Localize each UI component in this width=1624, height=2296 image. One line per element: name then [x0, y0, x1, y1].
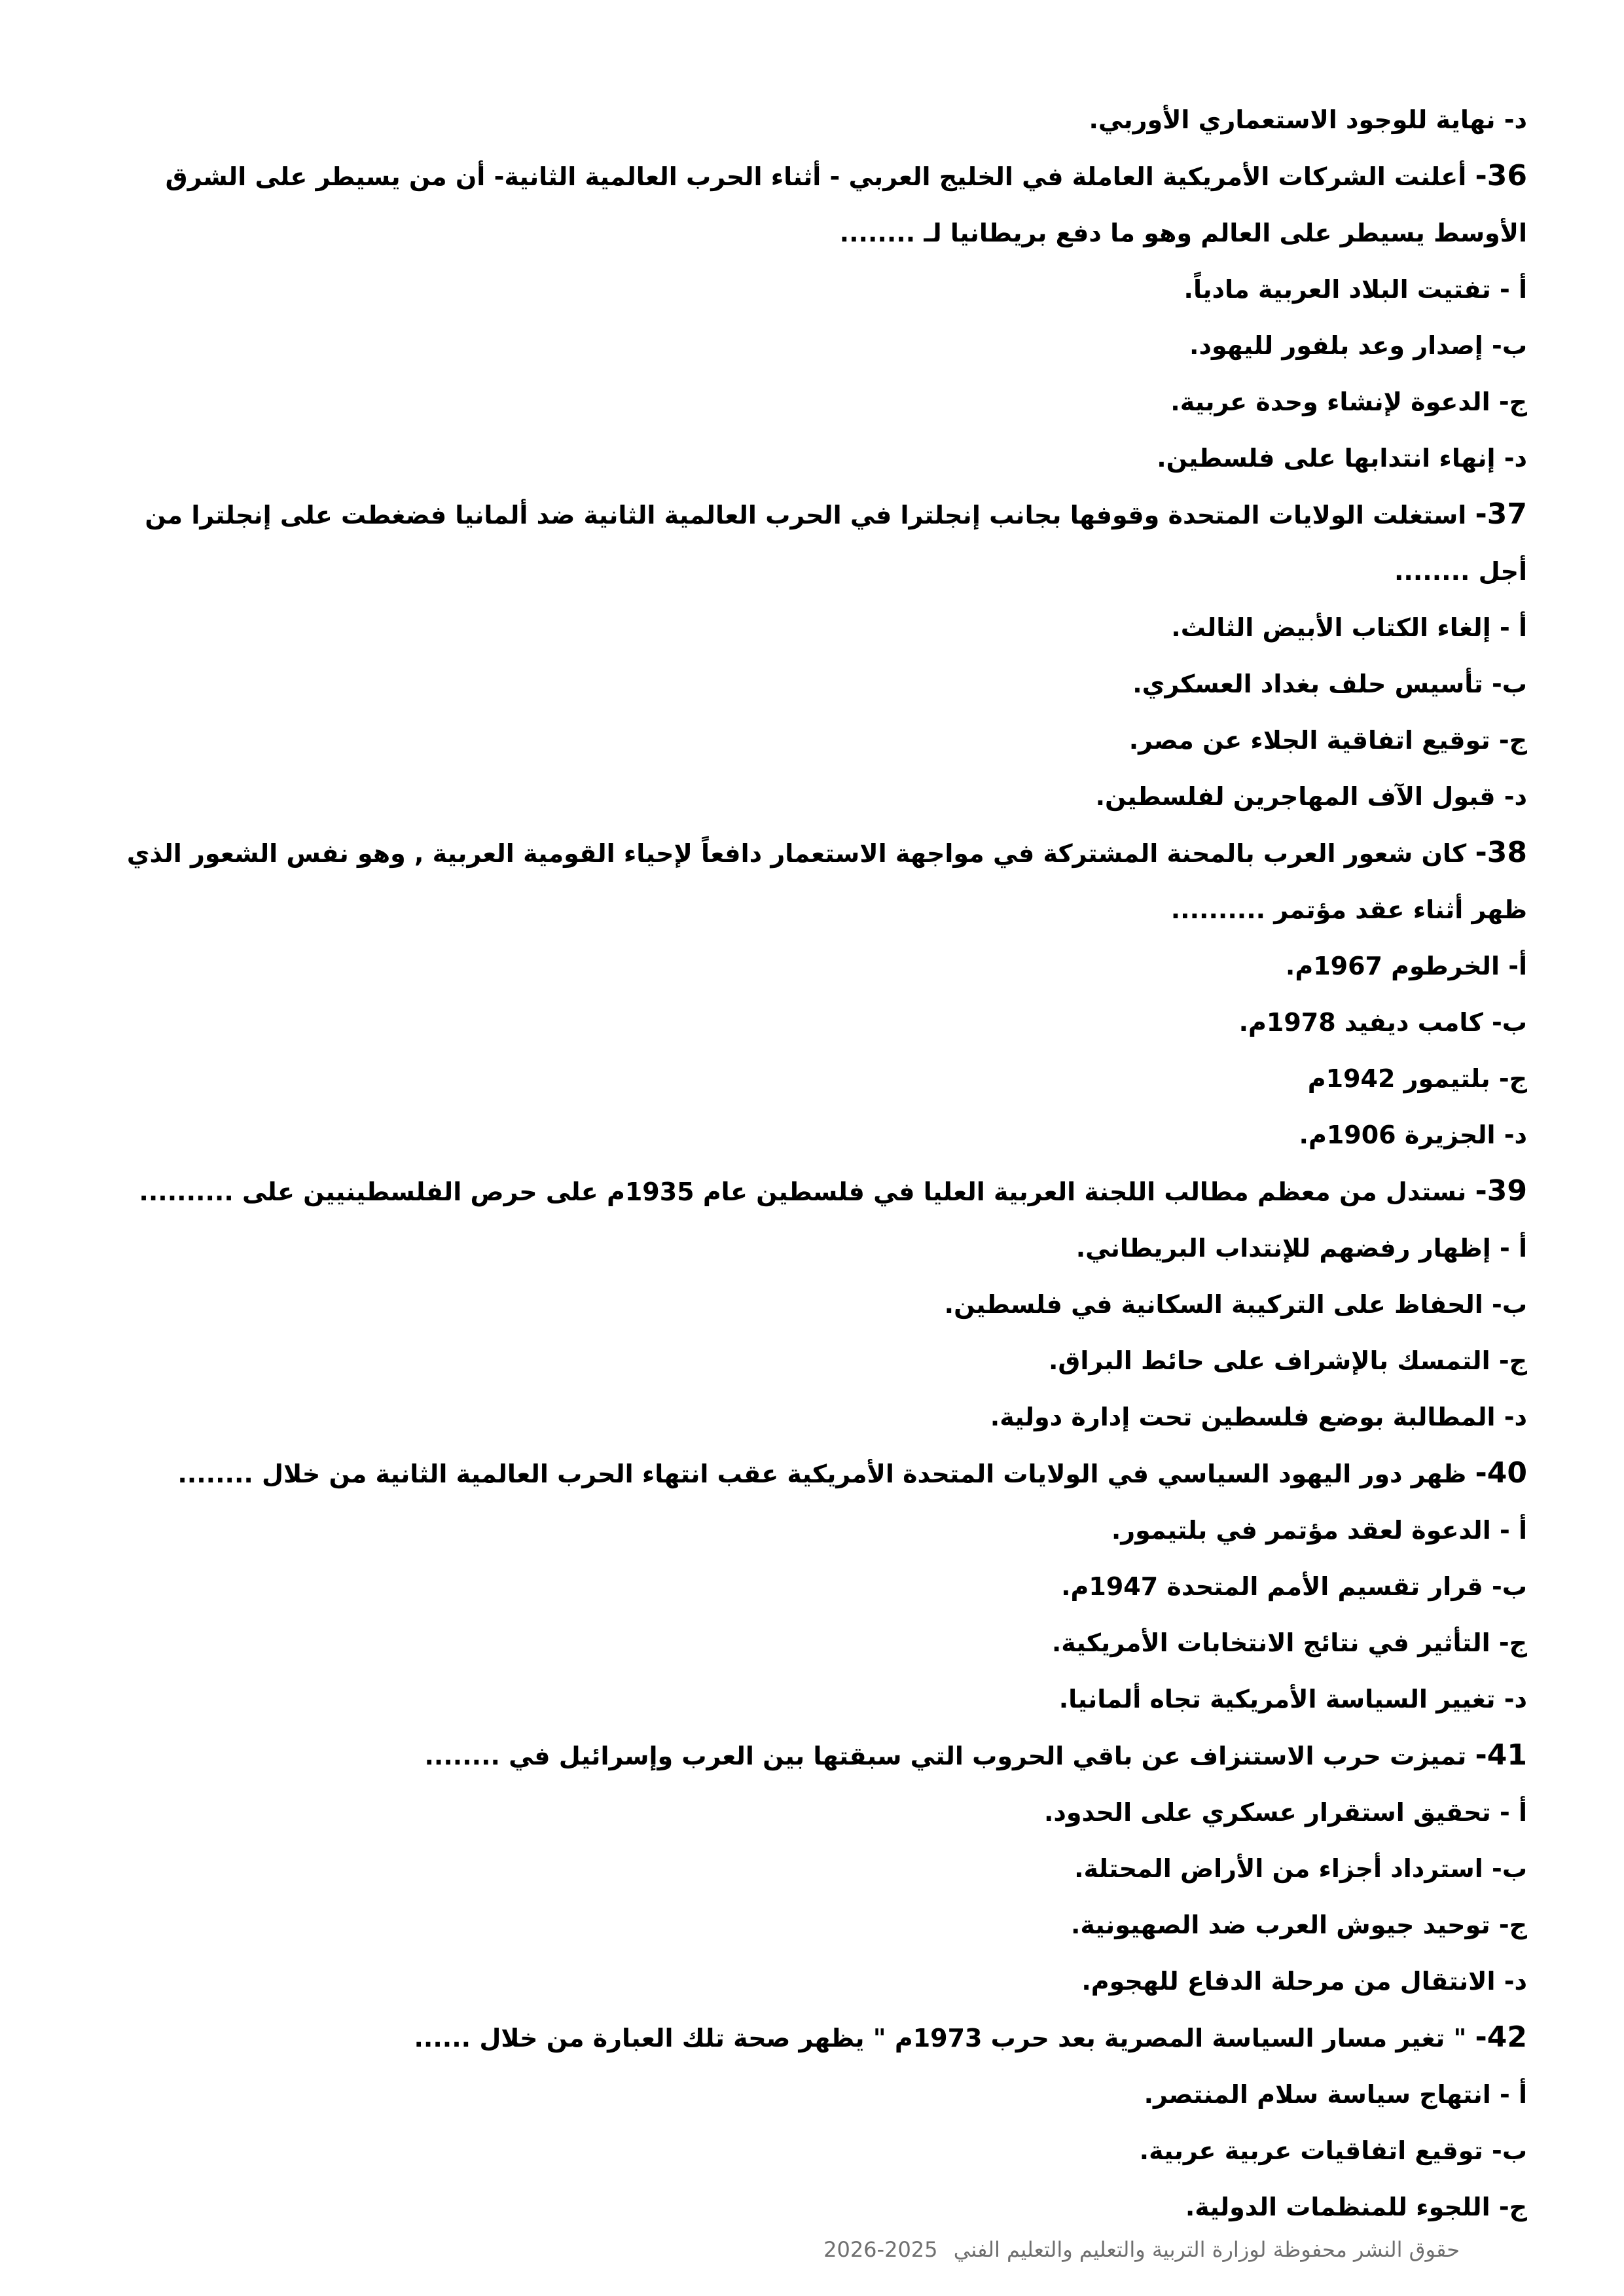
answer-option: د- تغيير السياسة الأمريكية تجاه ألمانيا. [1058, 1685, 1527, 1713]
question-item [97, 486, 1527, 600]
question-item [97, 1445, 1527, 1502]
answer-option: أ - إلغاء الكتاب الأبيض الثالث. [1171, 613, 1527, 642]
answer-option: ج- توقيع اتفاقية الجلاء عن مصر. [1128, 726, 1527, 755]
answer-option: د- الجزيرة 1906م. [1299, 1121, 1527, 1149]
answer-option: د- المطالبة بوضع فلسطين تحت إدارة دولية. [990, 1403, 1527, 1431]
answer-option: ج- الدعوة لإنشاء وحدة عربية. [1170, 387, 1527, 416]
question-item [97, 148, 1527, 261]
question-item [97, 1727, 1527, 1784]
answer-option: ج- توحيد جيوش العرب ضد الصهيونية. [1070, 1910, 1527, 1939]
answer-option: ب- توقيع اتفاقيات عربية عربية. [1139, 2136, 1527, 2165]
answer-option: د- الانتقال من مرحلة الدفاع للهجوم. [1081, 1967, 1527, 1996]
question-item [97, 2009, 1527, 2066]
copyright-text: حقوق النشر محفوظة لوزارة التربية والتعليم والتعليم الفني [953, 2237, 1460, 2262]
answer-option: أ - الدعوة لعقد مؤتمر في بلتيمور. [1111, 1516, 1527, 1545]
question-item [97, 1163, 1527, 1220]
question-number: 41- [1475, 1738, 1527, 1772]
question-text: ظهر دور اليهود السياسي في الولايات المتحدة الأمريكية عقب انتهاء الحرب العالمية الثانية من خلال ........ [177, 1460, 1467, 1488]
question-number: 39- [1475, 1174, 1527, 1208]
answer-option: أ- الخرطوم 1967م. [1285, 952, 1527, 980]
answer-option: أ - تحقيق استقرار عسكري على الحدود. [1043, 1798, 1527, 1827]
question-text: نستدل من معظم مطالب اللجنة العربية العليا في فلسطين عام 1935م على حرص الفلسطينيين على .......... [139, 1177, 1467, 1206]
question-text: " تغير مسار السياسة المصرية بعد حرب 1973م " يظهر صحة تلك العبارة من خلال ...... [414, 2024, 1467, 2053]
answer-option: ب- استرداد أجزاء من الأراض المحتلة. [1074, 1854, 1527, 1883]
answer-option: ج- بلتيمور 1942م [1307, 1064, 1527, 1093]
answer-option: د- نهاية للوجود الاستعماري الأوربي. [1089, 105, 1527, 134]
question-text: أعلنت الشركات الأمريكية العاملة في الخليج العربي - أثناء الحرب العالمية الثانية- أن من يسيطر على الشرق الأوسط يسيطر على العالم وهو ما دفع بريطانيا لـ ........ [165, 162, 1527, 247]
answer-option: ب- الحفاظ على التركيبة السكانية في فلسطين. [944, 1290, 1527, 1319]
copyright-footer [720, 2237, 1460, 2262]
question-number: 38- [1475, 836, 1527, 869]
question-number: 36- [1475, 159, 1527, 192]
question-text: كان شعور العرب بالمحنة المشتركة في مواجهة الاستعمار دافعاً لإحياء القومية العربية , وهو نفس الشعور الذي ظهر أثناء عقد مؤتمر .......... [126, 839, 1527, 924]
question-number: 42- [1475, 2020, 1527, 2054]
answer-option: د- إنهاء انتدابها على فلسطين. [1157, 444, 1527, 473]
answer-option: ب- تأسيس حلف بغداد العسكري. [1132, 670, 1527, 698]
answer-option: ج- التمسك بالإشراف على حائط البراق. [1048, 1346, 1527, 1375]
question-number: 37- [1475, 497, 1527, 531]
answer-option: د- قبول الآف المهاجرين لفلسطين. [1095, 782, 1527, 811]
answer-option: ج- اللجوء للمنظمات الدولية. [1185, 2193, 1527, 2221]
answer-option: ب- قرار تقسيم الأمم المتحدة 1947م. [1061, 1572, 1527, 1601]
answer-option: ب- إصدار وعد بلفور لليهود. [1189, 331, 1527, 360]
question-item [97, 825, 1527, 938]
answer-option: أ - انتهاج سياسة سلام المنتصر. [1144, 2080, 1527, 2109]
answer-option: ب- كامب ديفيد 1978م. [1238, 1008, 1527, 1037]
question-text: استغلت الولايات المتحدة وقوفها بجانب إنجلترا في الحرب العالمية الثانية ضد ألمانيا فضغطت على إنجلترا من أجل ........ [145, 501, 1527, 586]
answer-option: أ - تفتيت البلاد العربية مادياً. [1183, 275, 1527, 304]
exam-questions [97, 92, 1527, 2235]
question-number: 40- [1475, 1456, 1527, 1490]
answer-option: أ - إظهار رفضهم للإنتداب البريطاني. [1075, 1234, 1527, 1263]
answer-option: ج- التأثير في نتائج الانتخابات الأمريكية. [1051, 1628, 1527, 1657]
copyright-year: 2025-2026 [823, 2237, 938, 2262]
question-text: تميزت حرب الاستنزاف عن باقي الحروب التي سبقتها بين العرب وإسرائيل في ........ [424, 1742, 1467, 1770]
